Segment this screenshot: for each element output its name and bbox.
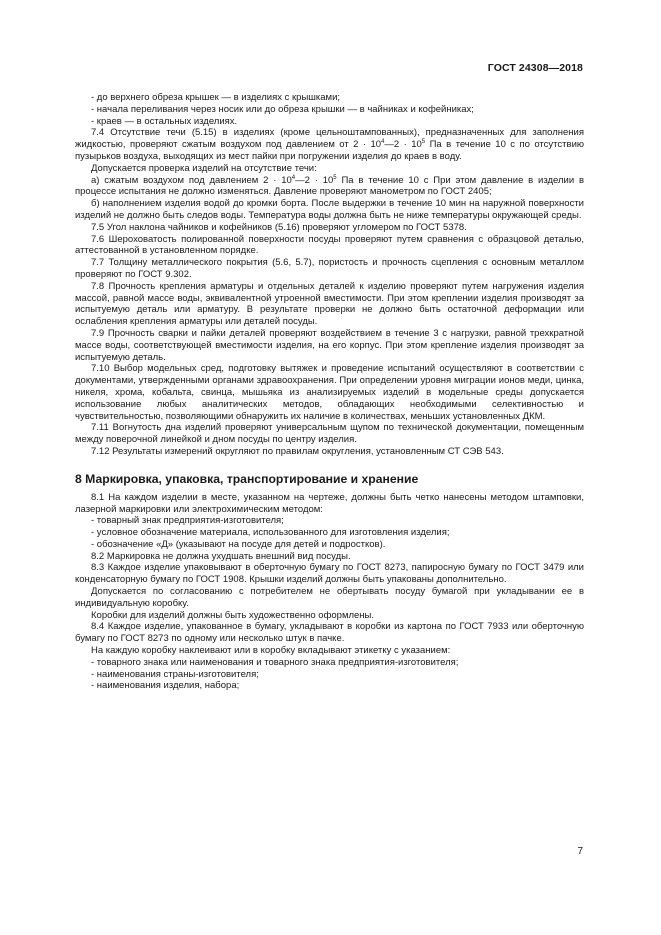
section-8-heading: 8 Маркировка, упаковка, транспортирование и хранение — [75, 471, 419, 486]
paragraph-7-12: 7.12 Результаты измерений округляют по правилам округления, установленным СТ СЭВ 543. — [91, 445, 504, 457]
paragraph-allowed-2: Допускается по согласованию с потребителем не обертывать посуду бумагой при укладывании ее в индивидуальную коробку. — [75, 586, 584, 609]
paragraph-7-8: 7.8 Прочность крепления арматуры и отдельных деталей к изделию проверяют путем нагружения изделия массой, равной массе воды, эквивалентной утроенной вместимости. При этом креплении изделия производят за испытуемую деталь или арматуру. В результате проверки не должно быть остаточной деформации или ослабления крепления арматуры или деталей посуды. — [75, 280, 584, 328]
paragraph-7-7: 7.7 Толщину металлического покрытия (5.6, 5.7), пористость и прочность сцепления с основным металлом проверяют по ГОСТ 9.302. — [75, 257, 584, 280]
list-item: - начала переливания через носик или до обреза крышки — в чайниках и кофейниках; — [91, 103, 474, 115]
paragraph-8-2: 8.2 Маркировка не должна ухудшать внешний вид посуды. — [91, 550, 351, 562]
paragraph-7-4: 7.4 Отсутствие течи (5.15) в изделиях (кроме цельноштампованных), предназначенных для заполнения жидкостью, проверяют сжатым воздухом под давлением от $2 \cdot 10^4—2 \cdot 10^5$ Па в течение 10 с по отсутствию пузырьков воздуха, выходящих из мест пайки при погружении изделия до краев в воду. — [75, 127, 584, 162]
list-item: - товарного знака или наименования и товарного знака предприятия-изготовителя; — [91, 656, 459, 668]
list-item: - товарный знак предприятия-изготовителя; — [91, 515, 284, 527]
list-item: - до верхнего обреза крышек — в изделиях с крышками; — [91, 92, 341, 103]
paragraph-a: а) сжатым воздухом под давлением $2 \cdot 10^4—2 \cdot 10^5$ Па в течение 10 с При этом давление в изделии в процессе испытания не должно изменяться. Давление проверяют манометром по ГОСТ 2405; — [75, 174, 585, 198]
paragraph-label: На каждую коробку наклеивают или в коробку вкладывают этикетку с указанием: — [91, 645, 451, 657]
list-item: - обозначение «Д» (указывают на посуде для детей и подростков). — [91, 538, 386, 550]
list-item: - наименования изделия, набора; — [91, 680, 240, 692]
paragraph-8-1: 8.1 На каждом изделии в месте, указанном на чертеже, должны быть четко нанесены методом штамповки, лазерной маркировки или электрохимическим методом: — [75, 491, 584, 515]
paragraph-7-11: 7.11 Вогнутость дна изделий проверяют универсальным щупом по технической документации, помещенным между поверочной линейкой и дном посуды по центру изделия. — [75, 422, 584, 446]
paragraph-allowed: Допускается проверка изделий на отсутствие течи: — [91, 162, 317, 174]
page-number: 7 — [577, 846, 583, 857]
paragraph-boxes: Коробки для изделий должны быть художественно оформлены. — [91, 609, 375, 621]
list-item: - наименования страны-изготовителя; — [91, 668, 259, 680]
paragraph-8-3: 8.3 Каждое изделие упаковывают в оберточную бумагу по ГОСТ 8273, папиросную бумагу по ГОСТ 3479 или конденсаторную бумагу по ГОСТ 1908. Крышки изделий должны быть упакованы дополнительно. — [75, 562, 584, 586]
list-item: - краев — в остальных изделиях. — [91, 115, 238, 127]
paragraph-7-9: 7.9 Прочность сварки и пайки деталей проверяют воздействием в течение 3 с нагрузки, равной трехкратной массе воды, соответствующей вместимости изделия, на его корпус. При этом крепление изделия производят за испытуемую деталь. — [75, 327, 584, 363]
document-id-header: ГОСТ 24308—2018 — [487, 62, 583, 74]
paragraph-7-10: 7.10 Выбор модельных сред, подготовку вытяжек и проведение испытаний осуществляют в соответствии с документами, утвержденными органами здравоохранения. При определении уровня миграции ионов меди, цинка, никеля, хрома, кобальта, свинца, мышьяка из анализируемых изделий в модельные среды допускается использование любых аналитических методов, обладающих необходимыми селективностью и чувствительностью, позволяющими обнаружить их наличие в количествах, меньших установленных ДКМ. — [75, 363, 584, 422]
paragraph-7-6: 7.6 Шероховатость полированной поверхности посуды проверяют путем сравнения с образцовой деталью, аттестованной в установленном порядке. — [75, 233, 584, 257]
paragraph-b: б) наполнением изделия водой до кромки борта. После выдержки в течение 10 мин на наружной поверхности изделий не должно быть следов воды. Температура воды должна быть не ниже температуры окружающей среды. — [75, 198, 584, 221]
list-item: - условное обозначение материала, использованного для изготовления изделия; — [91, 527, 450, 539]
paragraph-8-4: 8.4 Каждое изделие, упакованное в бумагу, укладывают в коробки из картона по ГОСТ 7933 или оберточную бумагу по ГОСТ 8273 по одному или несколько штук в пачке. — [75, 621, 584, 645]
paragraph-7-5: 7.5 Угол наклона чайников и кофейников (5.16) проверяют угломером по ГОСТ 5378. — [91, 221, 467, 233]
document-body — [75, 92, 584, 692]
